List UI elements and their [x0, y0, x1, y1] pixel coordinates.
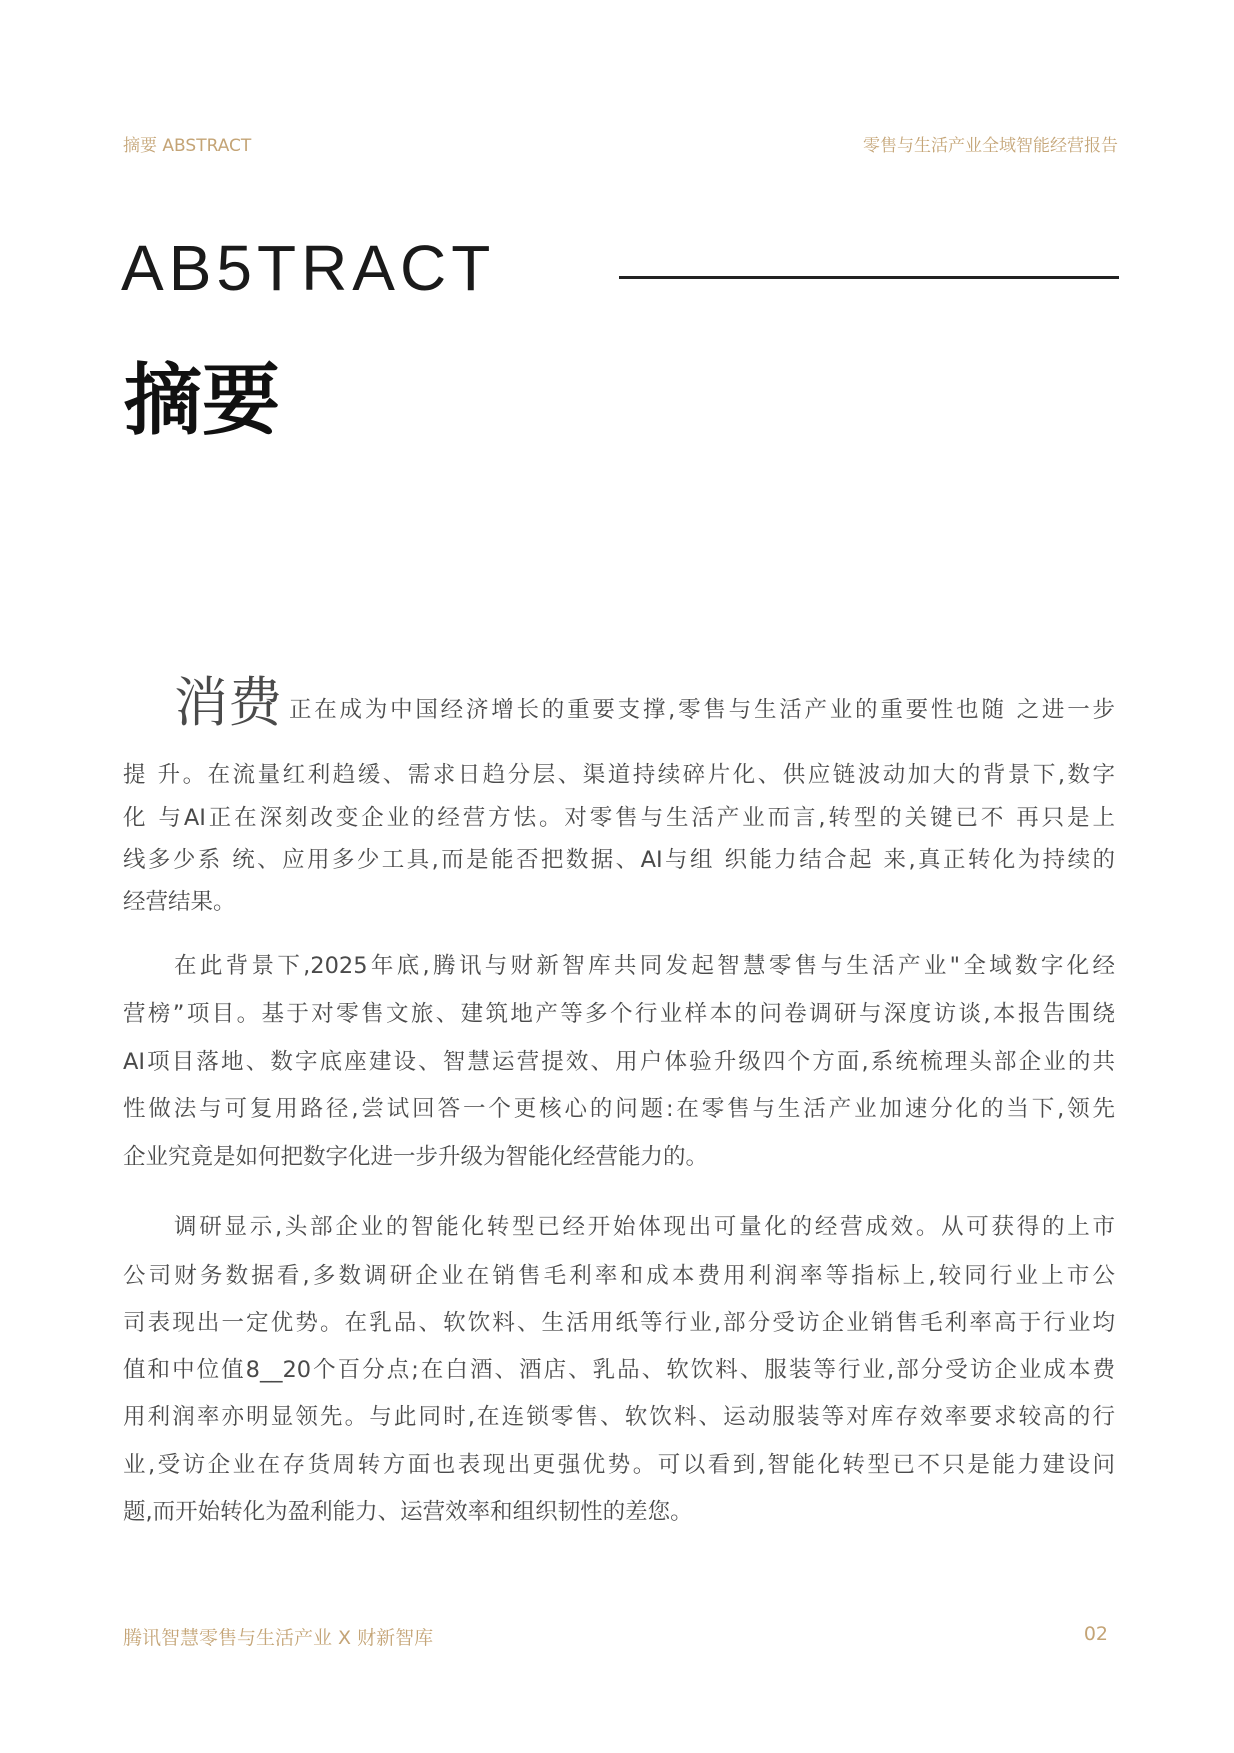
- paragraph-line: AI项目落地、数字底座建设、智慧运营提效、用户体验升级四个方面,系统梳理头部企业的共: [123, 1049, 1115, 1075]
- paragraph-line: 经营结果。: [123, 889, 236, 915]
- paragraph-line: 化 与AI正在深刻改变企业的经营方怯。对零售与生活产业而言,转型的关键已不 再只是上: [123, 805, 1115, 831]
- paragraph-line: 司表现出一定优势。在乳品、软饮料、生活用纸等行业,部分受访企业销售毛利率高于行业均: [123, 1310, 1115, 1336]
- paragraph-line: 用利润率亦明显领先。与此同时,在连锁零售、软饮料、运动服装等对库存效率要求较高的行: [123, 1404, 1115, 1430]
- paragraph-line: 正在成为中国经济增长的重要支撑,零售与生活产业的重要性也随 之进一步: [289, 697, 1115, 723]
- paragraph-line: 企业究竟是如何把数字化进一步升级为智能化经营能力的。: [123, 1144, 709, 1170]
- running-header-section: 摘要 ABSTRACT: [123, 136, 252, 156]
- paragraph-line: 公司财务数据看,多数调研企业在销售毛利率和成本费用利润率等指标上,较同行业上市公: [123, 1263, 1115, 1289]
- running-header-report-title: 零售与生活产业全域智能经营报告: [863, 136, 1118, 156]
- paragraph-line: 题,而开始转化为盈利能力、运营效率和组织韧性的差您。: [123, 1499, 693, 1525]
- paragraph-line: 业,受访企业在存货周转方面也表现出更强优势。可以看到,智能化转型已不只是能力建设问: [123, 1452, 1115, 1478]
- page-number: 02: [1083, 1623, 1108, 1645]
- paragraph-line: 性做法与可复用路径,尝试回答一个更核心的问题:在零售与生活产业加速分化的当下,领先: [123, 1096, 1115, 1122]
- section-title-english: AB5TRACT: [121, 232, 496, 304]
- paragraph-line: 在此背景下,2025年底,腾讯与财新智库共同发起智慧零售与生活产业"全域数字化经: [174, 953, 1115, 979]
- paragraph-line: 提 升。在流量红利趋缓、需求日趋分层、渠道持续碎片化、供应链波动加大的背景下,数字: [123, 762, 1115, 788]
- footer-publisher: 腾讯智慧零售与生活产业 X 财新智库: [123, 1627, 434, 1649]
- dropcap: 消费: [174, 671, 282, 734]
- paragraph-line: 调研显示,头部企业的智能化转型已经开始体现出可量化的经营成效。从可获得的上市: [174, 1214, 1115, 1240]
- paragraph-line: 线多少系 统、应用多少工具,而是能否把数据、AI与组 织能力结合起 来,真正转化为持续的: [123, 847, 1115, 873]
- title-divider: [619, 276, 1119, 279]
- paragraph-line: 营榜”项目。基于对零售文旅、建筑地产等多个行业样本的问卷调研与深度访谈,本报告围绕: [123, 1001, 1115, 1027]
- paragraph-line: 值和中位值8__20个百分点;在白酒、酒店、乳品、软饮料、服装等行业,部分受访企业成本费: [123, 1357, 1115, 1383]
- section-title-chinese: 摘要: [124, 356, 281, 446]
